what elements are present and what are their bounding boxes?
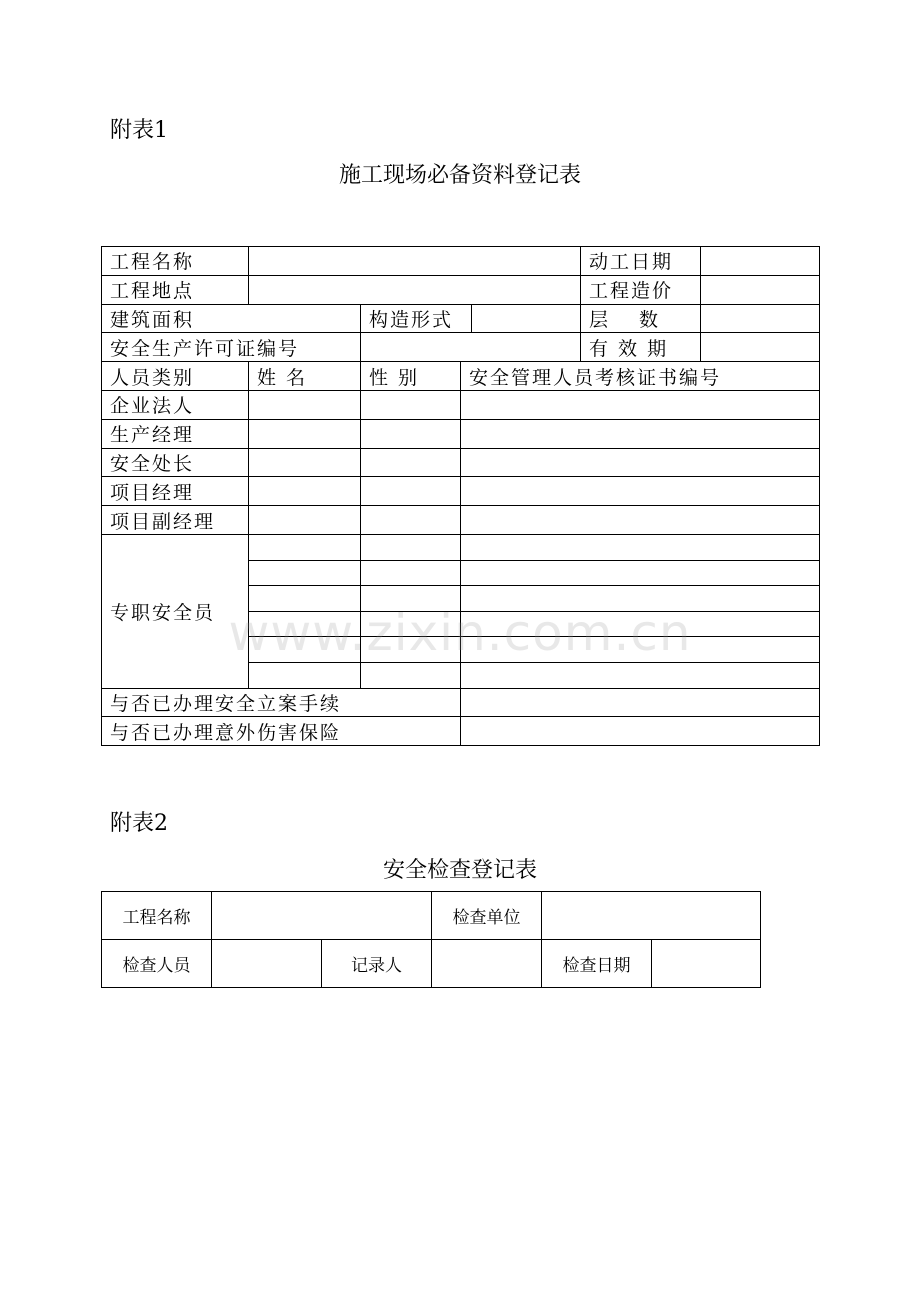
cert-cell[interactable] xyxy=(461,637,820,663)
gender-cell[interactable] xyxy=(361,419,461,448)
table-row xyxy=(102,688,820,717)
name-cell[interactable] xyxy=(249,477,361,506)
name-cell[interactable] xyxy=(249,637,361,663)
cert-cell[interactable] xyxy=(461,390,820,419)
gender-cell[interactable] xyxy=(361,477,461,506)
appendix2-label: 附表2 xyxy=(110,811,168,836)
recorder-cell[interactable] xyxy=(432,940,542,988)
table-row xyxy=(102,390,820,419)
project-location-label: 工程地点 xyxy=(102,275,249,304)
table-header-row xyxy=(102,362,820,391)
gender-cell[interactable] xyxy=(361,560,461,586)
safety-inspection-table xyxy=(101,891,761,988)
name-cell[interactable] xyxy=(249,506,361,535)
table-row xyxy=(102,333,820,362)
project-name-label: 工程名称 xyxy=(102,247,249,276)
inspection-unit-cell[interactable] xyxy=(542,892,761,940)
personnel-label: 安全处长 xyxy=(102,448,249,477)
building-area-cell[interactable] xyxy=(249,304,361,333)
validity-cell[interactable] xyxy=(701,333,820,362)
table-row xyxy=(102,506,820,535)
appendix1-title: 施工现场必备资料登记表 xyxy=(338,163,581,188)
inspection-unit-label: 检查单位 xyxy=(432,892,542,940)
project-cost-label: 工程造价 xyxy=(581,275,701,304)
table-row xyxy=(102,534,820,560)
inspectors-cell[interactable] xyxy=(212,940,322,988)
site-documents-table xyxy=(101,246,820,746)
table-row xyxy=(102,477,820,506)
floors-label: 层 数 xyxy=(581,304,701,333)
project-cost-cell[interactable] xyxy=(701,275,820,304)
structure-form-label: 构造形式 xyxy=(361,304,472,333)
gender-cell[interactable] xyxy=(361,586,461,612)
floors-cell[interactable] xyxy=(701,304,820,333)
project-location-cell[interactable] xyxy=(249,275,581,304)
table-row xyxy=(102,717,820,746)
safety-permit-cell[interactable] xyxy=(361,333,581,362)
cert-cell[interactable] xyxy=(461,419,820,448)
gender-cell[interactable] xyxy=(361,611,461,637)
inspection-date-label: 检查日期 xyxy=(542,940,652,988)
name-cell[interactable] xyxy=(249,419,361,448)
name-cell[interactable] xyxy=(249,586,361,612)
gender-cell[interactable] xyxy=(361,637,461,663)
watermark: www.zixin.com.cn xyxy=(228,604,692,662)
appendix2-title: 安全检查登记表 xyxy=(382,858,537,883)
name-cell[interactable] xyxy=(249,448,361,477)
gender-cell[interactable] xyxy=(361,390,461,419)
gender-cell[interactable] xyxy=(361,448,461,477)
fulltime-safety-officer-label: 专职安全员 xyxy=(102,534,249,688)
cert-cell[interactable] xyxy=(461,448,820,477)
inspectors-label: 检查人员 xyxy=(102,940,212,988)
project-name-cell[interactable] xyxy=(249,247,581,276)
name-cell[interactable] xyxy=(249,390,361,419)
structure-form-cell[interactable] xyxy=(472,304,581,333)
name-cell[interactable] xyxy=(249,534,361,560)
table-row xyxy=(102,448,820,477)
inspection-date-cell[interactable] xyxy=(652,940,761,988)
cert-cell[interactable] xyxy=(461,662,820,688)
project-name-label: 工程名称 xyxy=(102,892,212,940)
personnel-label: 生产经理 xyxy=(102,419,249,448)
gender-cell[interactable] xyxy=(361,534,461,560)
cert-cell[interactable] xyxy=(461,611,820,637)
gender-header: 性 别 xyxy=(361,362,461,391)
cert-cell[interactable] xyxy=(461,477,820,506)
personnel-label: 项目经理 xyxy=(102,477,249,506)
filing-label: 与否已办理安全立案手续 xyxy=(102,688,461,717)
cert-cell[interactable] xyxy=(461,560,820,586)
name-cell[interactable] xyxy=(249,611,361,637)
cert-cell[interactable] xyxy=(461,534,820,560)
cert-cell[interactable] xyxy=(461,586,820,612)
insurance-label: 与否已办理意外伤害保险 xyxy=(102,717,461,746)
start-date-label: 动工日期 xyxy=(581,247,701,276)
start-date-cell[interactable] xyxy=(701,247,820,276)
table-row xyxy=(102,247,820,276)
personnel-label: 项目副经理 xyxy=(102,506,249,535)
personnel-type-header: 人员类别 xyxy=(102,362,249,391)
cert-cell[interactable] xyxy=(461,506,820,535)
safety-permit-label: 安全生产许可证编号 xyxy=(102,333,361,362)
appendix1-label: 附表1 xyxy=(110,118,168,143)
validity-label: 有 效 期 xyxy=(581,333,701,362)
recorder-label: 记录人 xyxy=(322,940,432,988)
building-area-label: 建筑面积 xyxy=(102,304,249,333)
filing-cell[interactable] xyxy=(461,688,820,717)
project-name-cell[interactable] xyxy=(212,892,432,940)
gender-cell[interactable] xyxy=(361,506,461,535)
gender-cell[interactable] xyxy=(361,662,461,688)
name-cell[interactable] xyxy=(249,662,361,688)
table-row xyxy=(102,892,761,940)
table-row xyxy=(102,419,820,448)
insurance-cell[interactable] xyxy=(461,717,820,746)
personnel-label: 企业法人 xyxy=(102,390,249,419)
name-header: 姓 名 xyxy=(249,362,361,391)
name-cell[interactable] xyxy=(249,560,361,586)
cert-no-header: 安全管理人员考核证书编号 xyxy=(461,362,820,391)
table-row xyxy=(102,304,820,333)
table-row xyxy=(102,275,820,304)
table-row xyxy=(102,940,761,988)
